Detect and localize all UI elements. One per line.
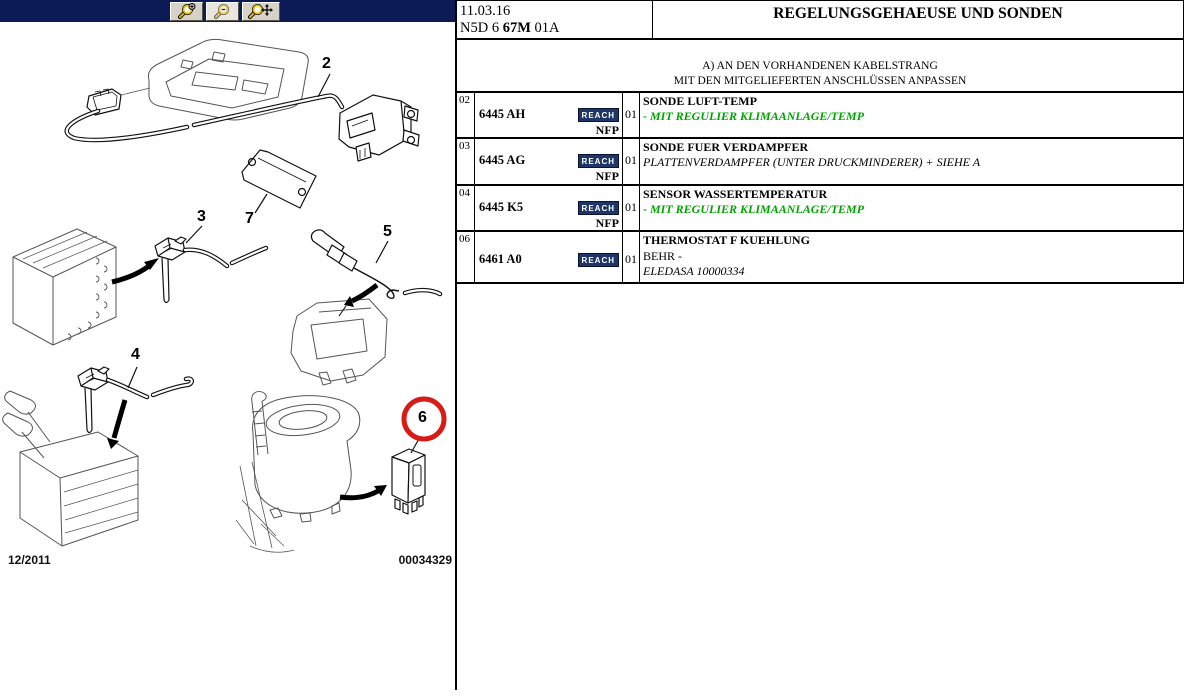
part-note: - MIT REGULIER KLIMAANLAGE/TEMP bbox=[643, 202, 865, 216]
part-cell bbox=[475, 93, 623, 137]
catalog-code-cell bbox=[457, 1, 653, 38]
part-reference: ELEDASA 10000334 bbox=[643, 264, 745, 278]
row-index: 03 bbox=[457, 139, 475, 184]
reach-badge[interactable]: REACH bbox=[578, 108, 619, 122]
part-number[interactable]: 6461 A0 bbox=[479, 252, 522, 266]
row-index: 04 bbox=[457, 186, 475, 230]
description-cell bbox=[640, 186, 1183, 230]
part-number[interactable]: 6445 AH bbox=[479, 107, 526, 121]
quantity: 01 bbox=[623, 186, 640, 230]
diagram-date-code: 12/2011 bbox=[8, 553, 51, 567]
table-row[interactable] bbox=[457, 91, 1183, 137]
part-cell bbox=[475, 232, 623, 282]
evaporator-probe-3 bbox=[155, 237, 266, 303]
part-note: - MIT REGULIER KLIMAANLAGE/TEMP bbox=[643, 109, 865, 123]
reach-badge[interactable]: REACH bbox=[578, 201, 619, 215]
callout-7[interactable]: 7 bbox=[245, 210, 254, 227]
page-header bbox=[457, 0, 1184, 40]
nfp-label: NFP bbox=[595, 216, 619, 230]
part-supplier: BEHR - bbox=[643, 248, 682, 263]
part-note: PLATTENVERDAMPFER (UNTER DRUCKMINDERER) + SIEHE A bbox=[643, 155, 981, 169]
table-row[interactable] bbox=[457, 184, 1183, 230]
row-index: 02 bbox=[457, 93, 475, 137]
nfp-label: NFP bbox=[595, 169, 619, 183]
exploded-parts-diagram bbox=[0, 22, 456, 690]
heater-core bbox=[3, 391, 138, 546]
nfp-label bbox=[479, 267, 619, 268]
note-block bbox=[457, 40, 1184, 91]
description-cell bbox=[640, 232, 1183, 282]
description-cell bbox=[640, 139, 1183, 184]
quantity: 01 bbox=[623, 93, 640, 137]
blower-housing bbox=[236, 391, 360, 552]
reach-badge[interactable]: REACH bbox=[578, 154, 619, 168]
zoom-in-button[interactable] bbox=[170, 2, 203, 21]
air-distribution-housing bbox=[291, 299, 387, 385]
part-title: SONDE FUER VERDAMPFER bbox=[643, 140, 809, 154]
zoom-out-button[interactable] bbox=[206, 2, 239, 21]
air-temp-sensor-2 bbox=[339, 95, 419, 161]
diagram-pane bbox=[0, 0, 455, 690]
callout-6[interactable]: 6 bbox=[418, 409, 427, 426]
part-title: SENSOR WASSERTEMPERATUR bbox=[643, 187, 828, 201]
row-index: 06 bbox=[457, 232, 475, 282]
part-number[interactable]: 6445 K5 bbox=[479, 200, 524, 214]
page-title: REGELUNGSGEHAEUSE UND SONDEN bbox=[773, 5, 1063, 22]
relay-6 bbox=[392, 449, 425, 514]
magnifier-minus-icon bbox=[213, 3, 233, 20]
part-cell bbox=[475, 186, 623, 230]
page-date: 11.03.16 bbox=[460, 3, 511, 19]
table-row[interactable] bbox=[457, 137, 1183, 184]
note-line-2: MIT DEN MITGELIEFERTEN ANSCHLÜSSEN ANPASSEN bbox=[673, 75, 967, 87]
nfp-label: NFP bbox=[595, 123, 619, 137]
quantity: 01 bbox=[623, 139, 640, 184]
reach-badge[interactable]: REACH bbox=[578, 253, 619, 267]
part-title: THERMOSTAT F KUEHLUNG bbox=[643, 233, 810, 247]
zoom-pan-button[interactable] bbox=[242, 2, 280, 21]
mounting-bracket-7 bbox=[242, 150, 316, 208]
diagram-sheet-number: 00034329 bbox=[398, 553, 452, 567]
magnifier-move-icon bbox=[248, 3, 274, 20]
evaporator-core bbox=[13, 229, 116, 345]
page-code: N5D 6 67M 01A bbox=[460, 20, 560, 36]
note-line-1: A) AN DEN VORHANDENEN KABELSTRANG bbox=[702, 60, 938, 72]
water-temp-probe-4 bbox=[78, 367, 192, 433]
zoom-toolbar bbox=[0, 0, 455, 22]
callout-4[interactable]: 4 bbox=[131, 346, 140, 363]
parts-table bbox=[457, 91, 1184, 284]
part-title: SONDE LUFT-TEMP bbox=[643, 94, 757, 108]
part-cell bbox=[475, 139, 623, 184]
quantity: 01 bbox=[623, 232, 640, 282]
callout-5[interactable]: 5 bbox=[383, 223, 392, 240]
description-cell bbox=[640, 93, 1183, 137]
parts-table-pane bbox=[457, 0, 1184, 284]
table-row[interactable] bbox=[457, 230, 1183, 284]
part-number[interactable]: 6445 AG bbox=[479, 153, 526, 167]
callout-3[interactable]: 3 bbox=[197, 208, 206, 225]
magnifier-plus-icon bbox=[177, 3, 197, 20]
callout-2[interactable]: 2 bbox=[322, 55, 331, 72]
